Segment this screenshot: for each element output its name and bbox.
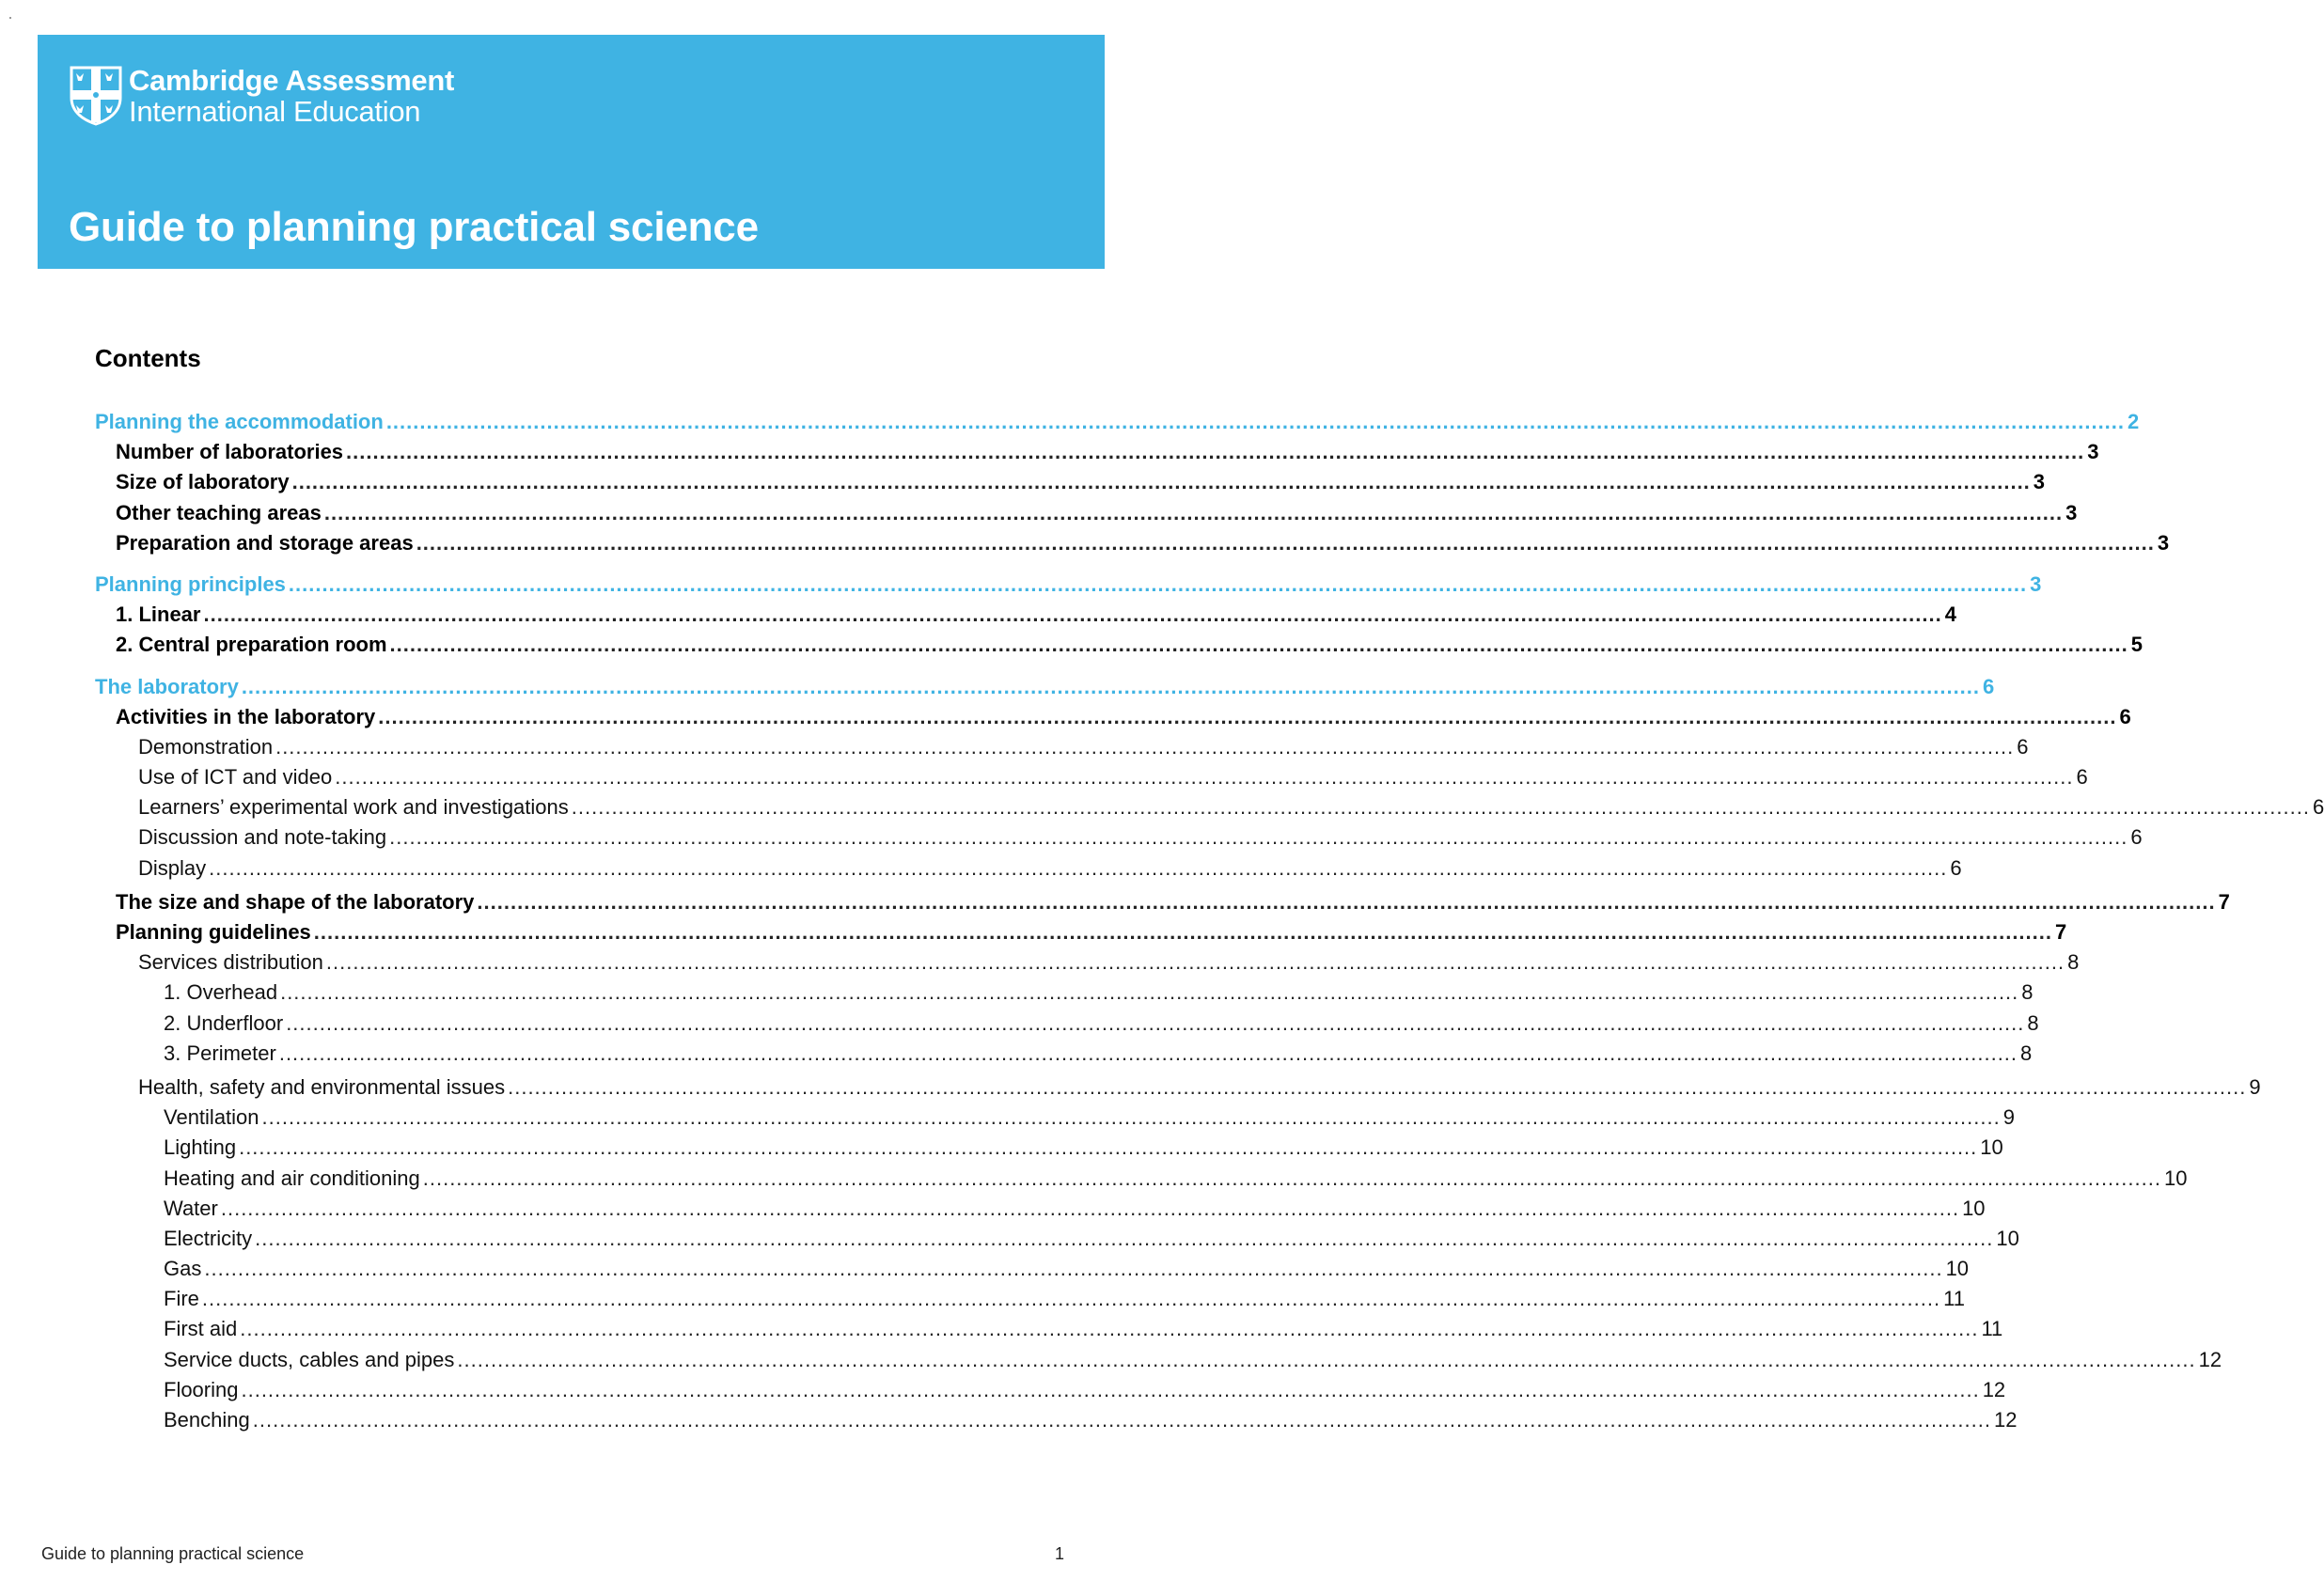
toc-dot-leader: .................................................................................................................................................................................................................................................................... — [291, 470, 2031, 494]
toc-entry-page: 6 — [2119, 704, 2131, 728]
toc-dot-leader: .................................................................................................................................................................................................................................................................... — [313, 920, 2052, 944]
toc-dot-leader: .................................................................................................................................................................................................................................................................... — [275, 734, 2015, 759]
toc-entry[interactable] — [95, 602, 1956, 633]
toc-dot-leader: .................................................................................................................................................................................................................................................................... — [239, 1135, 1978, 1160]
toc-entry-page: 7 — [2218, 889, 2230, 914]
toc-dot-leader: .................................................................................................................................................................................................................................................................... — [209, 855, 1948, 880]
toc-entry-label: Planning the accommodation — [95, 410, 384, 433]
toc-entry-page: 11 — [1981, 1317, 2003, 1341]
toc-dot-leader: .................................................................................................................................................................................................................................................................... — [204, 1257, 1943, 1281]
toc-entry-page: 2 — [2128, 410, 2140, 433]
toc-entry-page: 8 — [2021, 980, 2034, 1005]
toc-entry-page: 10 — [1996, 1226, 2019, 1250]
toc-dot-leader: .................................................................................................................................................................................................................................................................... — [220, 1196, 1960, 1220]
toc-entry[interactable] — [95, 795, 2324, 825]
toc-entry-label: Health, safety and environmental issues — [138, 1074, 506, 1099]
toc-dot-leader: .................................................................................................................................................................................................................................................................... — [335, 765, 2074, 790]
toc-entry-label: Benching — [164, 1408, 250, 1432]
toc-dot-leader: .................................................................................................................................................................................................................................................................... — [240, 1317, 1979, 1341]
toc-entry-page: 3 — [2030, 571, 2042, 596]
toc-entry[interactable] — [95, 1196, 1986, 1227]
toc-dot-leader: .................................................................................................................................................................................................................................................................... — [385, 410, 2126, 433]
toc-entry-page: 6 — [2130, 825, 2143, 850]
toc-entry-label: Fire — [164, 1287, 199, 1311]
corner-mark — [9, 17, 11, 19]
toc-entry-label: 1. Overhead — [164, 980, 278, 1005]
toc-entry-page: 3 — [2065, 500, 2078, 524]
toc-entry-page: 8 — [2020, 1041, 2033, 1065]
toc-entry-label: Service ducts, cables and pipes — [164, 1347, 455, 1371]
toc-entry-page: 10 — [1980, 1135, 2003, 1160]
toc-entry-label: Size of laboratory — [116, 470, 290, 494]
toc-entry-label: Flooring — [164, 1377, 239, 1401]
toc-entry-page: 9 — [2002, 1105, 2015, 1130]
toc-entry[interactable] — [95, 470, 2046, 500]
document-title: Guide to planning practical science — [69, 204, 759, 250]
toc-entry[interactable] — [95, 1105, 2015, 1135]
toc-entry-label: Planning guidelines — [116, 920, 311, 944]
toc-entry[interactable] — [95, 633, 2143, 663]
toc-entry[interactable] — [95, 1166, 2188, 1197]
toc-dot-leader: .................................................................................................................................................................................................................................................................... — [457, 1347, 2196, 1371]
toc-dot-leader: .................................................................................................................................................................................................................................................................... — [477, 889, 2216, 914]
toc-dot-leader: .................................................................................................................................................................................................................................................................... — [378, 704, 2117, 728]
toc-entry-label: Demonstration — [138, 734, 274, 759]
toc-dot-leader: .................................................................................................................................................................................................................................................................... — [323, 500, 2064, 524]
toc-dot-leader: .................................................................................................................................................................................................................................................................... — [325, 950, 2065, 975]
toc-entry-label: Number of laboratories — [116, 440, 344, 464]
toc-entry-label: Water — [164, 1196, 218, 1220]
toc-entry[interactable] — [95, 1041, 2033, 1072]
toc-entry-label: 1. Linear — [116, 602, 201, 627]
toc-entry-page: 8 — [2027, 1010, 2039, 1035]
toc-entry-label: Learners’ experimental work and investigations — [138, 795, 569, 820]
toc-entry[interactable] — [95, 440, 2099, 470]
toc-dot-leader: .................................................................................................................................................................................................................................................................... — [203, 602, 1942, 627]
toc-entry[interactable] — [95, 1408, 2018, 1438]
footer-page-number: 1 — [1055, 1544, 1065, 1563]
toc-dot-leader: .................................................................................................................................................................................................................................................................... — [252, 1408, 1991, 1432]
toc-dot-leader: .................................................................................................................................................................................................................................................................... — [508, 1074, 2247, 1099]
toc-entry-label: Lighting — [164, 1135, 237, 1160]
toc-entry-label: Preparation and storage areas — [116, 530, 414, 555]
toc-entry-page: 3 — [2087, 440, 2099, 464]
toc-entry[interactable] — [95, 1377, 2006, 1408]
toc-entry-page: 6 — [1950, 855, 1962, 880]
toc-dot-leader: .................................................................................................................................................................................................................................................................... — [261, 1105, 2001, 1130]
toc-entry-page: 6 — [2076, 765, 2088, 790]
header-banner — [38, 35, 1105, 269]
toc-entry-label: First aid — [164, 1317, 238, 1341]
toc-entry-page: 10 — [1945, 1257, 1970, 1281]
toc-entry-page: 12 — [2198, 1347, 2222, 1371]
table-of-contents — [95, 410, 2324, 1438]
toc-entry-label: 2. Underfloor — [164, 1010, 284, 1035]
toc-entry-page: 3 — [2157, 530, 2170, 555]
toc-dot-leader: .................................................................................................................................................................................................................................................................... — [389, 825, 2128, 850]
toc-entry[interactable] — [95, 1317, 2003, 1347]
toc-dot-leader: .................................................................................................................................................................................................................................................................... — [288, 571, 2028, 596]
toc-entry-label: 2. Central preparation room — [116, 633, 387, 657]
brand-logo — [70, 65, 454, 127]
toc-entry-label: Use of ICT and video — [138, 765, 333, 790]
toc-entry-page: 5 — [2130, 633, 2143, 657]
toc-dot-leader: .................................................................................................................................................................................................................................................................... — [280, 980, 2019, 1005]
toc-entry[interactable] — [95, 500, 2078, 531]
toc-entry-label: Services distribution — [138, 950, 323, 975]
toc-dot-leader: .................................................................................................................................................................................................................................................................... — [422, 1166, 2161, 1190]
toc-entry-page: 9 — [2249, 1074, 2261, 1099]
toc-entry[interactable] — [95, 1347, 2222, 1378]
toc-entry-page: 10 — [1962, 1196, 1986, 1220]
toc-entry[interactable] — [95, 1226, 2019, 1257]
toc-entry[interactable] — [95, 704, 2131, 735]
toc-entry-label: Activities in the laboratory — [116, 704, 376, 728]
toc-entry[interactable] — [95, 855, 1962, 886]
toc-entry[interactable] — [95, 734, 2029, 765]
toc-entry-page: 4 — [1944, 602, 1956, 627]
toc-entry-page: 6 — [1983, 674, 1995, 698]
toc-entry[interactable] — [95, 1257, 1970, 1287]
toc-dot-leader: .................................................................................................................................................................................................................................................................... — [201, 1287, 1941, 1311]
toc-entry[interactable] — [95, 1287, 1965, 1317]
cambridge-shield-icon — [70, 66, 122, 126]
toc-entry-page: 12 — [1993, 1408, 2018, 1432]
toc-entry[interactable] — [95, 825, 2143, 855]
toc-entry[interactable] — [95, 889, 2230, 920]
toc-entry[interactable] — [95, 674, 1995, 705]
toc-entry-label: Other teaching areas — [116, 500, 322, 524]
toc-entry[interactable] — [95, 1074, 2261, 1105]
toc-entry[interactable] — [95, 571, 2042, 602]
toc-dot-leader: .................................................................................................................................................................................................................................................................... — [241, 674, 1981, 698]
toc-dot-leader: .................................................................................................................................................................................................................................................................... — [255, 1226, 1994, 1250]
toc-dot-leader: .................................................................................................................................................................................................................................................................... — [346, 440, 2085, 464]
toc-entry-label: Display — [138, 855, 207, 880]
toc-entry-page: 3 — [2033, 470, 2046, 494]
toc-entry-page: 10 — [2163, 1166, 2188, 1190]
toc-dot-leader: .................................................................................................................................................................................................................................................................... — [389, 633, 2128, 657]
toc-entry[interactable] — [95, 530, 2170, 561]
toc-entry-label: 3. Perimeter — [164, 1041, 276, 1065]
toc-dot-leader: .................................................................................................................................................................................................................................................................... — [286, 1010, 2025, 1035]
toc-entry-page: 11 — [1943, 1287, 1965, 1311]
contents-heading: Contents — [95, 344, 201, 372]
toc-entry-page: 6 — [2017, 734, 2029, 759]
toc-entry-label: Gas — [164, 1257, 202, 1281]
toc-entry-label: The laboratory — [95, 674, 239, 698]
toc-entry-label: The size and shape of the laboratory — [116, 889, 475, 914]
toc-entry-label: Planning principles — [95, 571, 286, 596]
toc-entry[interactable] — [95, 950, 2080, 980]
toc-dot-leader: .................................................................................................................................................................................................................................................................... — [571, 795, 2310, 820]
toc-entry-label: Electricity — [164, 1226, 253, 1250]
logo-line-1: Cambridge Assessment — [129, 64, 455, 97]
toc-entry[interactable] — [95, 1135, 2003, 1166]
toc-entry-page: 7 — [2055, 920, 2067, 944]
toc-dot-leader: .................................................................................................................................................................................................................................................................... — [416, 530, 2155, 555]
toc-entry[interactable] — [95, 765, 2088, 795]
toc-entry[interactable] — [95, 920, 2067, 950]
toc-entry[interactable] — [95, 1010, 2039, 1041]
toc-entry[interactable] — [95, 410, 2140, 440]
toc-dot-leader: .................................................................................................................................................................................................................................................................... — [241, 1377, 1980, 1401]
toc-entry-label: Discussion and note-taking — [138, 825, 387, 850]
toc-entry-label: Heating and air conditioning — [164, 1166, 420, 1190]
toc-entry-page: 12 — [1982, 1377, 2006, 1401]
toc-entry[interactable] — [95, 980, 2034, 1010]
toc-dot-leader: .................................................................................................................................................................................................................................................................... — [278, 1041, 2018, 1065]
logo-line-2: International Education — [129, 95, 421, 128]
toc-entry-label: Ventilation — [164, 1105, 259, 1130]
footer-title: Guide to planning practical science — [41, 1544, 305, 1563]
toc-entry-page: 8 — [2067, 950, 2080, 975]
toc-entry-page: 6 — [2312, 795, 2324, 820]
